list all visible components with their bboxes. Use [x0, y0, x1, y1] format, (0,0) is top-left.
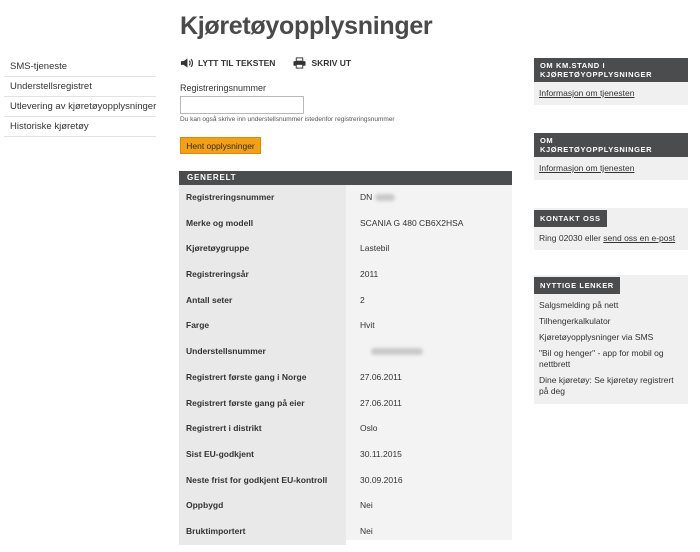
- sidebar-box-km-stand: [534, 58, 688, 105]
- row-value: 27.06.2011: [360, 397, 402, 408]
- row-value: Nei: [360, 525, 373, 536]
- link-tilhengerkalkulator[interactable]: Tilhengerkalkulator: [539, 316, 611, 326]
- sidebar-body: [534, 227, 688, 250]
- row-value: 2: [360, 294, 365, 305]
- row-key: Farge: [179, 313, 346, 339]
- row-value: 2011: [360, 269, 379, 280]
- row-value: Oslo: [360, 423, 378, 434]
- sidebar-heading: [534, 58, 688, 82]
- row-key: Neste frist for godkjent EU-kontroll: [179, 468, 346, 494]
- toolbar: [180, 56, 351, 70]
- table-row: [179, 262, 512, 288]
- table-row: [179, 391, 512, 417]
- link-salgsmelding[interactable]: Salgsmelding på nett: [539, 300, 619, 310]
- link-sms[interactable]: Kjøretøyopplysninger via SMS: [539, 332, 654, 342]
- row-key: Registrert første gang på eier: [179, 391, 346, 417]
- table-row: [179, 468, 512, 494]
- reg-number-value: DN: [360, 192, 373, 202]
- nav-item-utlevering[interactable]: Utlevering av kjøretøyopplysninger: [4, 97, 156, 117]
- redacted-value: [375, 194, 395, 201]
- contact-heading: KONTAKT OSS: [534, 210, 607, 227]
- listen-label: LYTT TIL TEKSTEN: [198, 58, 276, 68]
- reg-number-label: Registreringsnummer: [180, 83, 267, 93]
- sidebar-heading-line1: OM: [540, 136, 554, 145]
- redacted-value: [371, 348, 423, 355]
- table-row: [179, 313, 512, 339]
- email-link[interactable]: send oss en e-post: [603, 233, 676, 243]
- row-value: [360, 185, 395, 211]
- table-row: [179, 211, 512, 237]
- table-row: [179, 493, 512, 519]
- sidebar-box-om-kjoretoy: [534, 133, 688, 180]
- contact-text: Ring 02030 eller: [539, 233, 601, 243]
- row-key: Oppbygd: [179, 493, 346, 519]
- row-value: Hvit: [360, 320, 375, 331]
- generelt-heading: GENERELT: [187, 173, 237, 182]
- row-value: 27.06.2011: [360, 371, 402, 382]
- sidebar-body: [534, 82, 688, 105]
- row-value: 30.11.2015: [360, 448, 402, 459]
- printer-icon: [293, 57, 306, 69]
- info-link[interactable]: Informasjon om tjenesten: [539, 88, 635, 98]
- table-row: [179, 519, 512, 545]
- reg-number-hint: Du kan også skrive inn understellsnummer istedenfor registreringsnummer: [180, 116, 395, 123]
- nav-item-historiske-kjoretoy[interactable]: Historiske kjøretøy: [4, 117, 156, 137]
- row-key: Sist EU-godkjent: [179, 442, 346, 468]
- row-key: Antall seter: [179, 288, 346, 314]
- table-row: [179, 236, 512, 262]
- nav-item-understellsregistret[interactable]: Understellsregistret: [4, 77, 156, 97]
- row-key: Understellsnummer: [179, 339, 346, 365]
- generelt-header: [179, 171, 512, 185]
- sidebar-box-links: [534, 275, 688, 404]
- table-row: [179, 339, 512, 365]
- row-key: Registreringsnummer: [179, 185, 346, 211]
- print-button[interactable]: [293, 57, 351, 69]
- nav-item-sms-tjeneste[interactable]: SMS-tjeneste: [4, 57, 156, 77]
- link-bil-og-henger-app[interactable]: "Bil og henger" - app for mobil og nettbrett: [539, 348, 664, 369]
- page-title: Kjøretøyopplysninger: [180, 12, 433, 40]
- listen-button[interactable]: [180, 57, 275, 69]
- reg-number-input[interactable]: [180, 96, 304, 114]
- print-label: SKRIV UT: [311, 58, 352, 68]
- links-heading: NYTTIGE LENKER: [534, 277, 620, 294]
- table-row: [179, 365, 512, 391]
- row-key: Kjøretøygruppe: [179, 236, 346, 262]
- sidebar-heading-line2: KJØRETØYOPPLYSNINGER: [540, 145, 653, 154]
- row-key: Merke og modell: [179, 211, 346, 237]
- table-row: [179, 416, 512, 442]
- info-link[interactable]: Informasjon om tjenesten: [539, 163, 635, 173]
- row-key: Registreringsår: [179, 262, 346, 288]
- row-value: Nei: [360, 500, 373, 511]
- table-row: [179, 288, 512, 314]
- sidebar-body: [534, 157, 688, 180]
- sidebar-heading-line1: OM KM.STAND I: [540, 61, 606, 70]
- sidebar-heading: [534, 133, 688, 157]
- table-row: [179, 442, 512, 468]
- row-value: Lastebil: [360, 243, 390, 254]
- left-nav: [4, 57, 156, 137]
- row-key: Registrert første gang i Norge: [179, 365, 346, 391]
- row-key: Bruktimportert: [179, 519, 346, 545]
- fetch-info-button[interactable]: Hent opplysninger: [180, 137, 261, 154]
- table-row: [179, 185, 512, 211]
- speaker-icon: [180, 57, 193, 69]
- sidebar-heading-line2: KJØRETØYOPPLYSNINGER: [540, 70, 653, 79]
- row-key: Registrert i distrikt: [179, 416, 346, 442]
- link-dine-kjoretoy[interactable]: Dine kjøretøy: Se kjøretøy registrert på deg: [539, 375, 674, 396]
- row-value: SCANIA G 480 CB6X2HSA: [360, 217, 464, 228]
- row-value: [371, 339, 423, 365]
- vehicle-info-table: [179, 185, 512, 540]
- sidebar-box-contact: [534, 208, 688, 250]
- row-value: 30.09.2016: [360, 474, 403, 485]
- sidebar-body: [534, 294, 688, 404]
